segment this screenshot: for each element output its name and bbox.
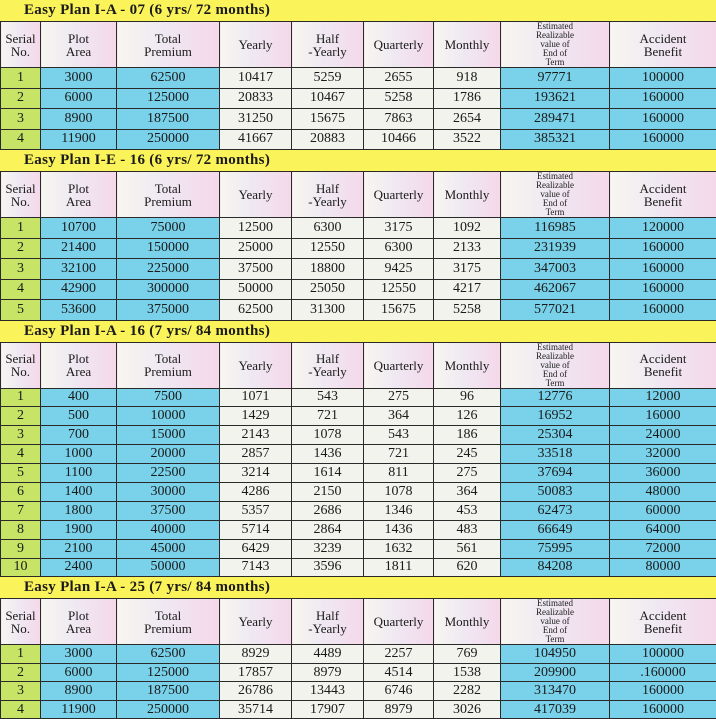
cell-accident-benefit: 48000	[610, 482, 716, 501]
cell-accident-benefit: 160000	[610, 279, 716, 300]
cell-total-premium: 50000	[117, 558, 220, 577]
cell-half-yearly: 18800	[292, 259, 364, 280]
cell-monthly: 3175	[434, 259, 501, 280]
cell-yearly: 8929	[220, 645, 292, 664]
cell-half-yearly: 2686	[292, 501, 364, 520]
table-row	[1, 300, 716, 321]
table-row	[1, 700, 716, 719]
table-row	[1, 129, 716, 150]
cell-total-premium: 250000	[117, 700, 220, 719]
cell-yearly: 3214	[220, 464, 292, 483]
cell-monthly: 126	[434, 407, 501, 426]
header-serial: Serial No.	[1, 342, 41, 388]
cell-monthly: 1538	[434, 663, 501, 682]
table-row	[1, 645, 716, 664]
table-row	[1, 663, 716, 682]
cell-quarterly: 2257	[364, 645, 434, 664]
cell-monthly: 918	[434, 68, 501, 89]
cell-quarterly: 15675	[364, 300, 434, 321]
cell-estimated-value: 84208	[501, 558, 610, 577]
cell-monthly: 2282	[434, 682, 501, 701]
cell-yearly: 1429	[220, 407, 292, 426]
cell-accident-benefit: 100000	[610, 68, 716, 89]
header-serial: Serial No.	[1, 599, 41, 645]
cell-plot-area: 11900	[41, 700, 117, 719]
header-plot-area: Plot Area	[41, 22, 117, 68]
header-yearly: Yearly	[220, 599, 292, 645]
cell-total-premium: 62500	[117, 645, 220, 664]
table-row	[1, 388, 716, 407]
cell-total-premium: 300000	[117, 279, 220, 300]
cell-half-yearly: 721	[292, 407, 364, 426]
cell-quarterly: 8979	[364, 700, 434, 719]
plan-table	[0, 21, 716, 150]
cell-total-premium: 250000	[117, 129, 220, 150]
cell-accident-benefit: 64000	[610, 520, 716, 539]
cell-serial-no: 2	[1, 663, 41, 682]
header-quarterly: Quarterly	[364, 342, 434, 388]
cell-quarterly: 1632	[364, 539, 434, 558]
header-half-yearly: Half -Yearly	[292, 342, 364, 388]
plan-title: Easy Plan I-A - 07 (6 yrs/ 72 months)	[0, 0, 716, 21]
cell-total-premium: 40000	[117, 520, 220, 539]
header-monthly: Monthly	[434, 22, 501, 68]
cell-serial-no: 10	[1, 558, 41, 577]
cell-serial-no: 2	[1, 407, 41, 426]
plan-table-body	[1, 388, 716, 577]
cell-serial-no: 5	[1, 300, 41, 321]
cell-estimated-value: 417039	[501, 700, 610, 719]
cell-monthly: 1092	[434, 218, 501, 239]
cell-monthly: 275	[434, 464, 501, 483]
cell-estimated-value: 116985	[501, 218, 610, 239]
cell-plot-area: 21400	[41, 238, 117, 259]
header-serial: Serial No.	[1, 172, 41, 218]
cell-accident-benefit: 160000	[610, 109, 716, 130]
cell-yearly: 7143	[220, 558, 292, 577]
cell-estimated-value: 209900	[501, 663, 610, 682]
cell-serial-no: 9	[1, 539, 41, 558]
cell-yearly: 50000	[220, 279, 292, 300]
header-plot-area: Plot Area	[41, 172, 117, 218]
cell-serial-no: 4	[1, 129, 41, 150]
plan-section-1	[0, 0, 716, 150]
cell-half-yearly: 543	[292, 388, 364, 407]
cell-total-premium: 37500	[117, 501, 220, 520]
table-row	[1, 682, 716, 701]
cell-quarterly: 6746	[364, 682, 434, 701]
header-accident-benefit: Accident Benefit	[610, 342, 716, 388]
cell-yearly: 37500	[220, 259, 292, 280]
cell-plot-area: 1100	[41, 464, 117, 483]
header-estimated-value: Estimated Realizable value of End of Term	[501, 599, 610, 645]
cell-serial-no: 4	[1, 700, 41, 719]
cell-half-yearly: 3239	[292, 539, 364, 558]
cell-quarterly: 275	[364, 388, 434, 407]
cell-plot-area: 32100	[41, 259, 117, 280]
header-yearly: Yearly	[220, 172, 292, 218]
cell-serial-no: 2	[1, 88, 41, 109]
cell-estimated-value: 385321	[501, 129, 610, 150]
cell-estimated-value: 25304	[501, 426, 610, 445]
cell-half-yearly: 10467	[292, 88, 364, 109]
plan-title: Easy Plan I-E - 16 (6 yrs/ 72 months)	[0, 150, 716, 171]
cell-serial-no: 1	[1, 218, 41, 239]
header-quarterly: Quarterly	[364, 172, 434, 218]
cell-half-yearly: 5259	[292, 68, 364, 89]
cell-quarterly: 811	[364, 464, 434, 483]
cell-quarterly: 1078	[364, 482, 434, 501]
plan-table	[0, 171, 716, 321]
cell-estimated-value: 50083	[501, 482, 610, 501]
cell-plot-area: 1400	[41, 482, 117, 501]
cell-half-yearly: 1078	[292, 426, 364, 445]
cell-plot-area: 1000	[41, 445, 117, 464]
cell-accident-benefit: 100000	[610, 645, 716, 664]
cell-estimated-value: 577021	[501, 300, 610, 321]
plan-table-body	[1, 645, 716, 719]
header-estimated-value: Estimated Realizable value of End of Term	[501, 172, 610, 218]
cell-plot-area: 10700	[41, 218, 117, 239]
cell-serial-no: 1	[1, 645, 41, 664]
header-accident-benefit: Accident Benefit	[610, 599, 716, 645]
cell-quarterly: 1811	[364, 558, 434, 577]
header-accident-benefit: Accident Benefit	[610, 22, 716, 68]
plan-table	[0, 342, 716, 578]
cell-quarterly: 543	[364, 426, 434, 445]
cell-yearly: 17857	[220, 663, 292, 682]
cell-quarterly: 721	[364, 445, 434, 464]
cell-plot-area: 42900	[41, 279, 117, 300]
cell-half-yearly: 8979	[292, 663, 364, 682]
cell-yearly: 5357	[220, 501, 292, 520]
cell-estimated-value: 313470	[501, 682, 610, 701]
cell-monthly: 483	[434, 520, 501, 539]
cell-yearly: 25000	[220, 238, 292, 259]
header-row	[1, 599, 716, 645]
table-row	[1, 520, 716, 539]
cell-yearly: 26786	[220, 682, 292, 701]
header-total-premium: Total Premium	[117, 599, 220, 645]
header-row	[1, 342, 716, 388]
cell-total-premium: 15000	[117, 426, 220, 445]
cell-estimated-value: 16952	[501, 407, 610, 426]
table-row	[1, 482, 716, 501]
header-half-yearly: Half -Yearly	[292, 22, 364, 68]
cell-monthly: 3026	[434, 700, 501, 719]
cell-yearly: 31250	[220, 109, 292, 130]
header-yearly: Yearly	[220, 22, 292, 68]
cell-half-yearly: 6300	[292, 218, 364, 239]
cell-total-premium: 10000	[117, 407, 220, 426]
cell-serial-no: 5	[1, 464, 41, 483]
plan-table-body	[1, 68, 716, 150]
table-row	[1, 464, 716, 483]
cell-plot-area: 700	[41, 426, 117, 445]
cell-plot-area: 53600	[41, 300, 117, 321]
table-row	[1, 109, 716, 130]
cell-quarterly: 4514	[364, 663, 434, 682]
cell-plot-area: 500	[41, 407, 117, 426]
cell-half-yearly: 12550	[292, 238, 364, 259]
cell-estimated-value: 289471	[501, 109, 610, 130]
cell-total-premium: 125000	[117, 663, 220, 682]
cell-plot-area: 2100	[41, 539, 117, 558]
cell-serial-no: 3	[1, 426, 41, 445]
cell-half-yearly: 13443	[292, 682, 364, 701]
header-quarterly: Quarterly	[364, 599, 434, 645]
header-plot-area: Plot Area	[41, 342, 117, 388]
header-accident-benefit: Accident Benefit	[610, 172, 716, 218]
cell-quarterly: 6300	[364, 238, 434, 259]
cell-quarterly: 2655	[364, 68, 434, 89]
cell-serial-no: 4	[1, 445, 41, 464]
cell-monthly: 96	[434, 388, 501, 407]
cell-estimated-value: 37694	[501, 464, 610, 483]
plan-title: Easy Plan I-A - 16 (7 yrs/ 84 months)	[0, 321, 716, 342]
cell-total-premium: 62500	[117, 68, 220, 89]
header-half-yearly: Half -Yearly	[292, 172, 364, 218]
cell-quarterly: 1346	[364, 501, 434, 520]
cell-estimated-value: 33518	[501, 445, 610, 464]
table-row	[1, 501, 716, 520]
cell-total-premium: 22500	[117, 464, 220, 483]
cell-plot-area: 11900	[41, 129, 117, 150]
header-estimated-value: Estimated Realizable value of End of Term	[501, 22, 610, 68]
cell-half-yearly: 4489	[292, 645, 364, 664]
cell-plot-area: 3000	[41, 645, 117, 664]
cell-accident-benefit: 36000	[610, 464, 716, 483]
cell-yearly: 5714	[220, 520, 292, 539]
cell-accident-benefit: 32000	[610, 445, 716, 464]
cell-estimated-value: 62473	[501, 501, 610, 520]
cell-accident-benefit: 120000	[610, 218, 716, 239]
cell-yearly: 1071	[220, 388, 292, 407]
table-row	[1, 218, 716, 239]
plan-table-body	[1, 218, 716, 321]
cell-total-premium: 225000	[117, 259, 220, 280]
cell-accident-benefit: 24000	[610, 426, 716, 445]
cell-yearly: 2857	[220, 445, 292, 464]
table-row	[1, 407, 716, 426]
cell-monthly: 561	[434, 539, 501, 558]
cell-yearly: 12500	[220, 218, 292, 239]
header-total-premium: Total Premium	[117, 22, 220, 68]
cell-estimated-value: 66649	[501, 520, 610, 539]
cell-serial-no: 6	[1, 482, 41, 501]
cell-plot-area: 8900	[41, 682, 117, 701]
cell-monthly: 245	[434, 445, 501, 464]
cell-monthly: 620	[434, 558, 501, 577]
cell-quarterly: 364	[364, 407, 434, 426]
cell-total-premium: 20000	[117, 445, 220, 464]
cell-yearly: 41667	[220, 129, 292, 150]
cell-half-yearly: 2864	[292, 520, 364, 539]
cell-total-premium: 75000	[117, 218, 220, 239]
header-estimated-value: Estimated Realizable value of End of Term	[501, 342, 610, 388]
cell-monthly: 769	[434, 645, 501, 664]
header-monthly: Monthly	[434, 172, 501, 218]
cell-yearly: 62500	[220, 300, 292, 321]
cell-quarterly: 3175	[364, 218, 434, 239]
header-plot-area: Plot Area	[41, 599, 117, 645]
cell-plot-area: 400	[41, 388, 117, 407]
cell-accident-benefit: 80000	[610, 558, 716, 577]
cell-total-premium: 125000	[117, 88, 220, 109]
cell-total-premium: 187500	[117, 109, 220, 130]
cell-accident-benefit: 160000	[610, 700, 716, 719]
cell-monthly: 453	[434, 501, 501, 520]
cell-half-yearly: 1436	[292, 445, 364, 464]
cell-total-premium: 375000	[117, 300, 220, 321]
cell-total-premium: 187500	[117, 682, 220, 701]
cell-monthly: 5258	[434, 300, 501, 321]
cell-yearly: 2143	[220, 426, 292, 445]
cell-estimated-value: 97771	[501, 68, 610, 89]
header-yearly: Yearly	[220, 342, 292, 388]
cell-accident-benefit: 160000	[610, 682, 716, 701]
cell-monthly: 1786	[434, 88, 501, 109]
cell-plot-area: 3000	[41, 68, 117, 89]
cell-quarterly: 7863	[364, 109, 434, 130]
cell-yearly: 20833	[220, 88, 292, 109]
header-row	[1, 22, 716, 68]
cell-plot-area: 6000	[41, 88, 117, 109]
plan-section-4	[0, 577, 716, 719]
cell-monthly: 186	[434, 426, 501, 445]
table-row	[1, 279, 716, 300]
cell-half-yearly: 2150	[292, 482, 364, 501]
cell-estimated-value: 193621	[501, 88, 610, 109]
table-row	[1, 539, 716, 558]
cell-monthly: 2133	[434, 238, 501, 259]
table-row	[1, 558, 716, 577]
cell-monthly: 4217	[434, 279, 501, 300]
cell-plot-area: 8900	[41, 109, 117, 130]
cell-yearly: 6429	[220, 539, 292, 558]
cell-plot-area: 1900	[41, 520, 117, 539]
cell-quarterly: 12550	[364, 279, 434, 300]
cell-quarterly: 10466	[364, 129, 434, 150]
cell-estimated-value: 462067	[501, 279, 610, 300]
cell-half-yearly: 1614	[292, 464, 364, 483]
cell-estimated-value: 231939	[501, 238, 610, 259]
cell-half-yearly: 25050	[292, 279, 364, 300]
table-row	[1, 426, 716, 445]
cell-accident-benefit: 160000	[610, 88, 716, 109]
cell-plot-area: 6000	[41, 663, 117, 682]
table-row	[1, 259, 716, 280]
table-row	[1, 68, 716, 89]
header-row	[1, 172, 716, 218]
cell-plot-area: 1800	[41, 501, 117, 520]
cell-estimated-value: 75995	[501, 539, 610, 558]
header-total-premium: Total Premium	[117, 172, 220, 218]
cell-serial-no: 2	[1, 238, 41, 259]
cell-serial-no: 7	[1, 501, 41, 520]
table-row	[1, 238, 716, 259]
header-quarterly: Quarterly	[364, 22, 434, 68]
header-monthly: Monthly	[434, 599, 501, 645]
table-row	[1, 445, 716, 464]
cell-accident-benefit: .160000	[610, 663, 716, 682]
cell-accident-benefit: 160000	[610, 259, 716, 280]
cell-accident-benefit: 16000	[610, 407, 716, 426]
plan-title: Easy Plan I-A - 25 (7 yrs/ 84 months)	[0, 577, 716, 598]
cell-estimated-value: 12776	[501, 388, 610, 407]
cell-yearly: 4286	[220, 482, 292, 501]
plan-table	[0, 598, 716, 719]
cell-estimated-value: 104950	[501, 645, 610, 664]
cell-monthly: 364	[434, 482, 501, 501]
cell-accident-benefit: 72000	[610, 539, 716, 558]
cell-serial-no: 4	[1, 279, 41, 300]
cell-accident-benefit: 160000	[610, 238, 716, 259]
cell-serial-no: 1	[1, 68, 41, 89]
cell-monthly: 3522	[434, 129, 501, 150]
cell-accident-benefit: 160000	[610, 300, 716, 321]
cell-serial-no: 8	[1, 520, 41, 539]
cell-yearly: 35714	[220, 700, 292, 719]
cell-half-yearly: 3596	[292, 558, 364, 577]
cell-estimated-value: 347003	[501, 259, 610, 280]
cell-accident-benefit: 60000	[610, 501, 716, 520]
table-row	[1, 88, 716, 109]
header-half-yearly: Half -Yearly	[292, 599, 364, 645]
cell-accident-benefit: 160000	[610, 129, 716, 150]
cell-accident-benefit: 12000	[610, 388, 716, 407]
cell-serial-no: 3	[1, 109, 41, 130]
plan-section-3	[0, 321, 716, 578]
cell-plot-area: 2400	[41, 558, 117, 577]
cell-monthly: 2654	[434, 109, 501, 130]
cell-quarterly: 1436	[364, 520, 434, 539]
cell-total-premium: 45000	[117, 539, 220, 558]
plan-section-2	[0, 150, 716, 321]
cell-half-yearly: 20883	[292, 129, 364, 150]
cell-serial-no: 3	[1, 259, 41, 280]
cell-yearly: 10417	[220, 68, 292, 89]
cell-serial-no: 3	[1, 682, 41, 701]
cell-half-yearly: 31300	[292, 300, 364, 321]
cell-serial-no: 1	[1, 388, 41, 407]
header-monthly: Monthly	[434, 342, 501, 388]
cell-total-premium: 150000	[117, 238, 220, 259]
cell-half-yearly: 17907	[292, 700, 364, 719]
header-total-premium: Total Premium	[117, 342, 220, 388]
cell-total-premium: 30000	[117, 482, 220, 501]
cell-quarterly: 5258	[364, 88, 434, 109]
header-serial: Serial No.	[1, 22, 41, 68]
cell-half-yearly: 15675	[292, 109, 364, 130]
cell-total-premium: 7500	[117, 388, 220, 407]
cell-quarterly: 9425	[364, 259, 434, 280]
